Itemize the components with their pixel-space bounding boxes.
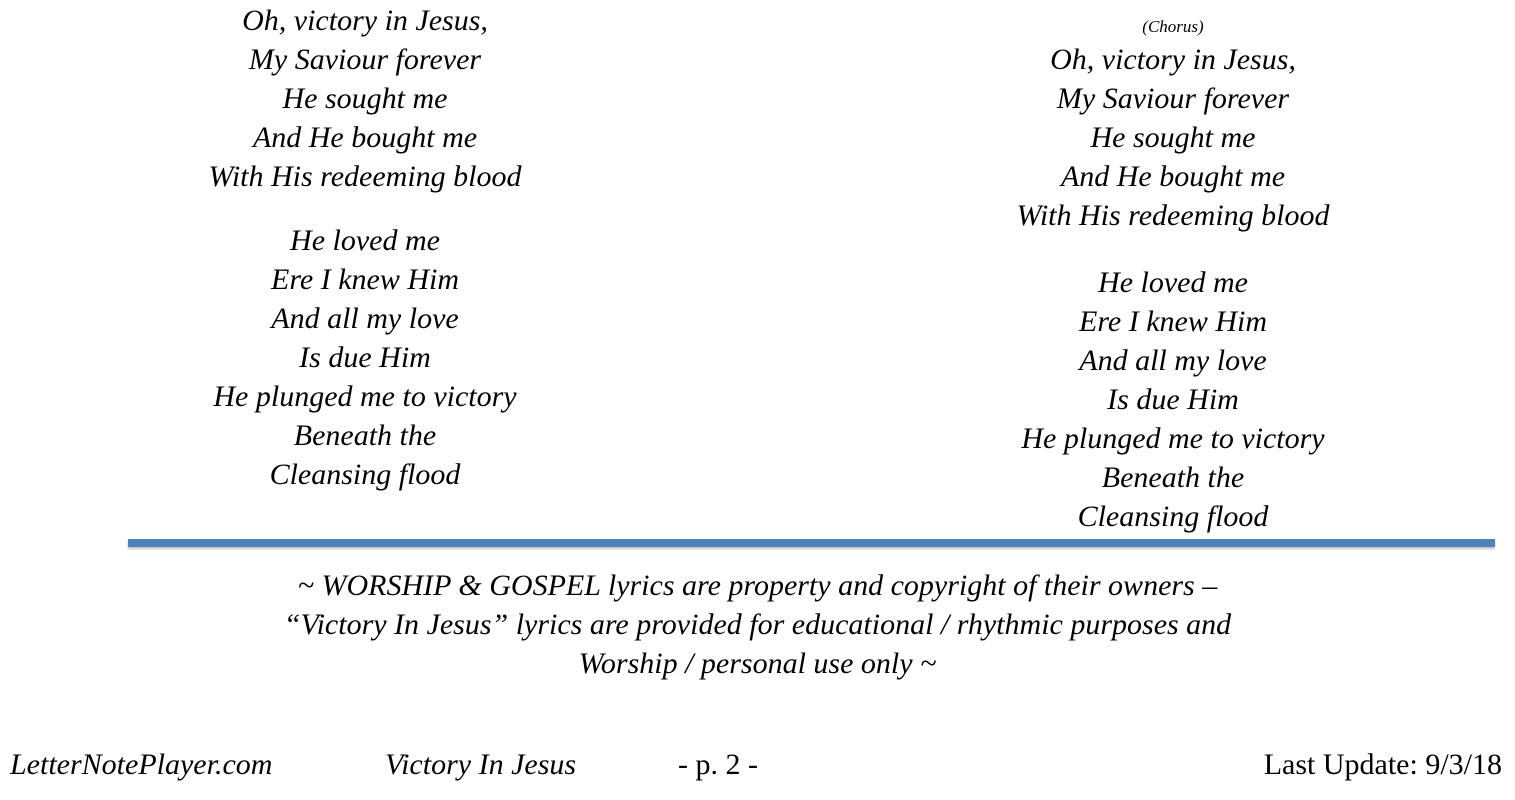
chorus-stanza-2 xyxy=(930,263,1416,536)
lyric-line: And He bought me xyxy=(252,121,478,154)
lyric-line: Ere I knew Him xyxy=(1079,305,1267,338)
lyric-line: With His redeeming blood xyxy=(208,160,522,193)
lyric-line: He plunged me to victory xyxy=(213,380,517,413)
lyric-line: Oh, victory in Jesus, xyxy=(242,4,488,37)
lyric-line: He loved me xyxy=(290,224,440,257)
lyrics-stanza-1 xyxy=(130,1,600,196)
lyric-line: He plunged me to victory xyxy=(1021,422,1325,455)
lyric-line: Beneath the xyxy=(293,419,437,452)
footer-site-name: LetterNotePlayer.com xyxy=(10,748,273,781)
lyric-line: My Saviour forever xyxy=(248,43,482,76)
footer-song-title: Victory In Jesus xyxy=(385,748,577,781)
footer-last-update: Last Update: 9/3/18 xyxy=(1263,748,1502,781)
disclaimer-line: “Victory In Jesus” lyrics are provided for educational / rhythmic purposes and xyxy=(283,608,1232,641)
lyrics-right-column xyxy=(930,14,1416,536)
lyric-line: Beneath the xyxy=(1101,461,1245,494)
lyrics-left-column xyxy=(130,1,600,494)
lyrics-stanza-2 xyxy=(130,221,600,494)
lyric-line: He sought me xyxy=(1090,121,1256,154)
lyric-line: He sought me xyxy=(282,82,448,115)
lyric-line: Is due Him xyxy=(299,341,431,374)
footer-page-number: - p. 2 - xyxy=(678,748,758,781)
lyric-line: Is due Him xyxy=(1107,383,1239,416)
lyric-line: And He bought me xyxy=(1060,160,1286,193)
disclaimer-line: ~ WORSHIP & GOSPEL lyrics are property and copyright of their owners – xyxy=(297,569,1218,602)
lyric-line: Oh, victory in Jesus, xyxy=(1050,43,1296,76)
lyric-line: My Saviour forever xyxy=(1056,82,1290,115)
disclaimer-line: Worship / personal use only ~ xyxy=(578,647,937,680)
lyric-line: Cleansing flood xyxy=(269,458,461,491)
lyric-line: He loved me xyxy=(1098,266,1248,299)
chorus-stanza-1 xyxy=(930,40,1416,235)
lyric-line: And all my love xyxy=(271,302,459,335)
page-footer xyxy=(0,742,1515,787)
lyric-line: Cleansing flood xyxy=(1077,500,1269,533)
copyright-disclaimer xyxy=(0,566,1515,683)
lyric-line: And all my love xyxy=(1079,344,1267,377)
chorus-label: (Chorus) xyxy=(1142,17,1204,36)
section-divider xyxy=(128,539,1495,547)
lyric-line: Ere I knew Him xyxy=(271,263,459,296)
lyric-line: With His redeeming blood xyxy=(1016,199,1330,232)
